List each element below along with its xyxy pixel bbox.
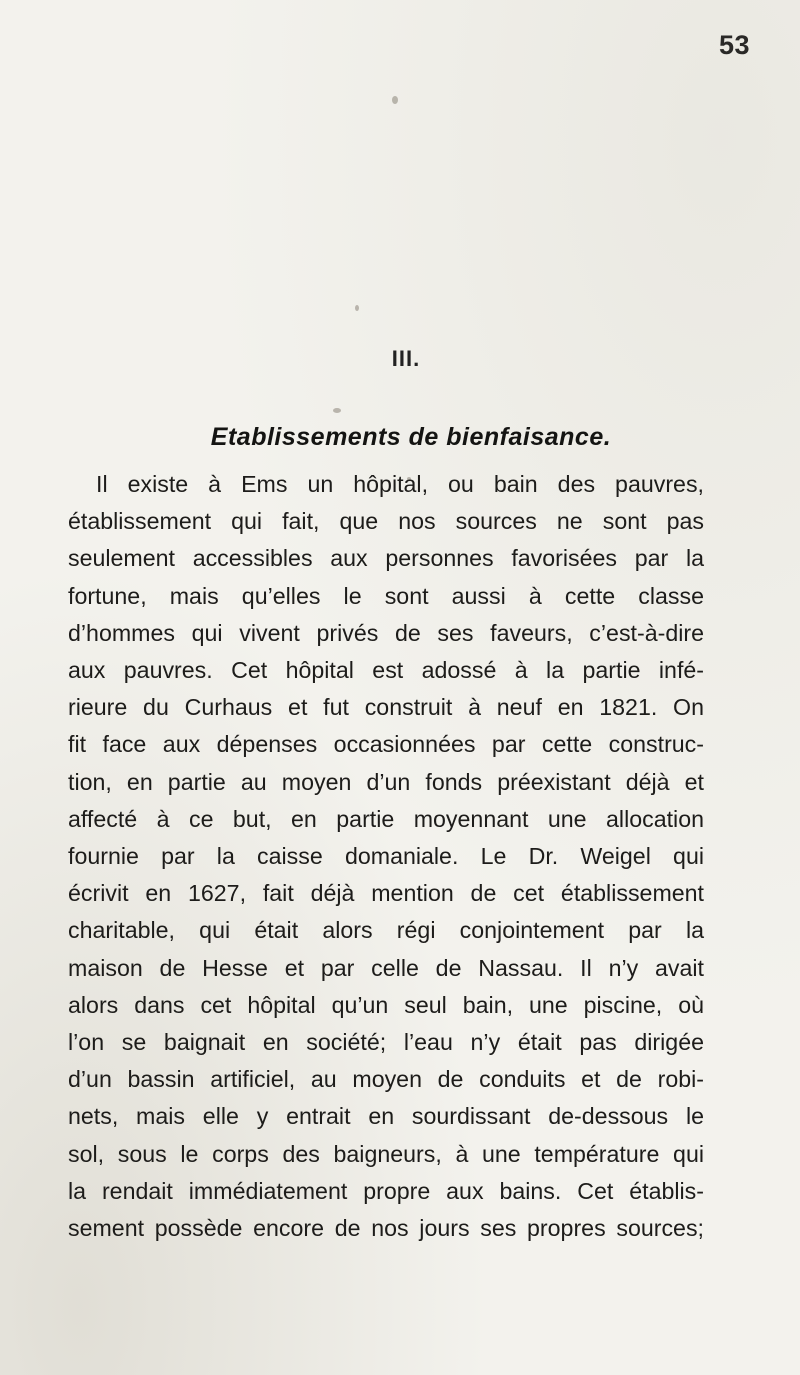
- text-line: maison de Hesse et par celle de Nassau. Il n’y avait: [68, 954, 704, 981]
- text-line: seulement accessibles aux personnes favorisées par la: [68, 545, 704, 572]
- text-line: établissement qui fait, que nos sources ne sont pas: [68, 508, 704, 535]
- text-line: nets, mais elle y entrait en sourdissant de-dessous le: [68, 1103, 704, 1130]
- text-line: écrivit en 1627, fait déjà mention de cet établissement: [68, 880, 704, 907]
- text-line: affecté à ce but, en partie moyennant une allocation: [68, 805, 704, 832]
- page-number: 53: [718, 30, 750, 60]
- text-line: l’on se baignait en société; l’eau n’y était pas dirigée: [68, 1029, 704, 1056]
- text-line: sement possède encore de nos jours ses propres sources;: [68, 1215, 704, 1242]
- text-line: rieure du Curhaus et fut construit à neuf en 1821. On: [68, 694, 704, 721]
- text-line: fournie par la caisse domaniale. Le Dr. Weigel qui: [68, 843, 704, 870]
- text-line: d’un bassin artificiel, au moyen de conduits et de robi-: [68, 1066, 704, 1093]
- text-line: fortune, mais qu’elles le sont aussi à cette classe: [68, 582, 704, 609]
- text-line: Il existe à Ems un hôpital, ou bain des pauvres,: [96, 471, 704, 497]
- ink-speck: [333, 408, 341, 413]
- body-paragraph: [68, 466, 704, 1247]
- text-line: aux pauvres. Cet hôpital est adossé à la partie infé-: [68, 657, 704, 684]
- section-heading: Etablissements de bienfaisance.: [210, 423, 612, 451]
- ink-speck: [392, 96, 398, 104]
- text-line: d’hommes qui vivent privés de ses faveurs, c’est-à-dire: [68, 619, 704, 646]
- text-line: alors dans cet hôpital qu’un seul bain, une piscine, où: [68, 991, 704, 1018]
- text-line: fit face aux dépenses occasionnées par cette construc-: [68, 731, 704, 758]
- section-number: III.: [391, 346, 421, 371]
- text-line: charitable, qui était alors régi conjointement par la: [68, 917, 704, 944]
- text-line: tion, en partie au moyen d’un fonds préexistant déjà et: [68, 768, 704, 795]
- text-line: la rendait immédiatement propre aux bains. Cet établis-: [68, 1177, 704, 1204]
- ink-speck: [355, 305, 359, 311]
- text-line: sol, sous le corps des baigneurs, à une température qui: [68, 1140, 704, 1167]
